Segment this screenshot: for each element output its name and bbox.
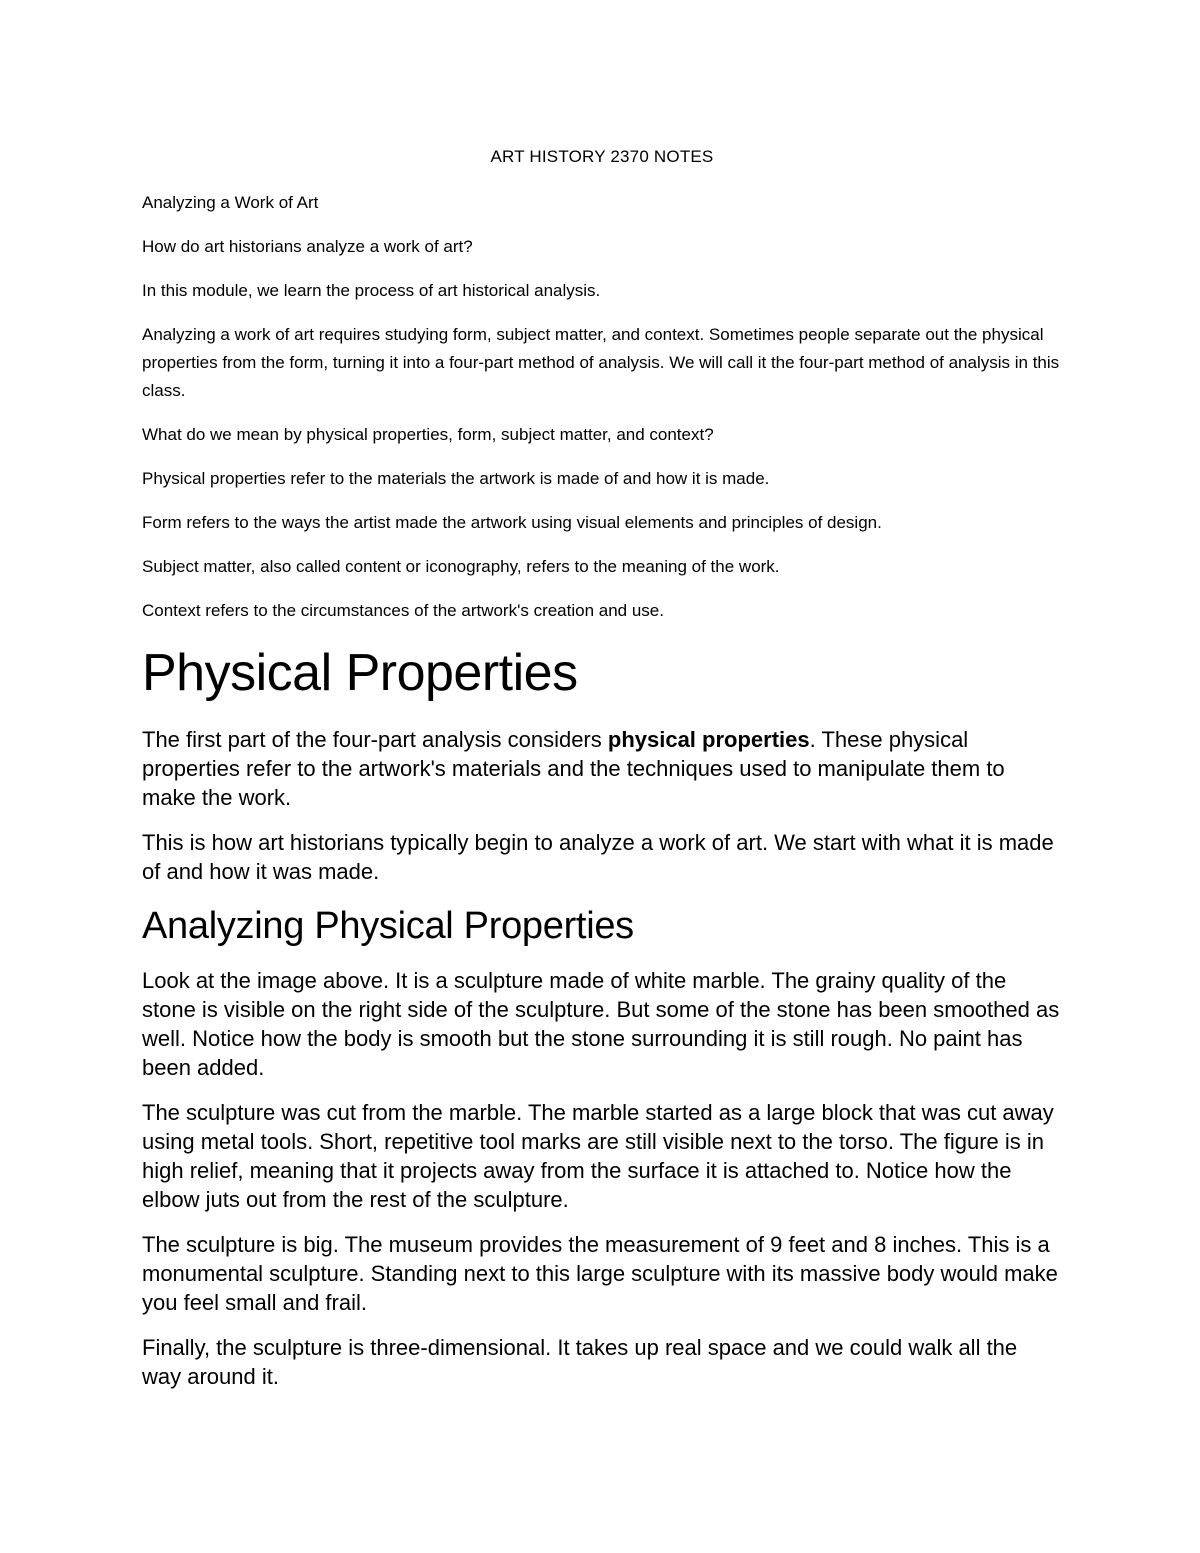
document-page: [142, 145, 1062, 1407]
document-title: ART HISTORY 2370 NOTES: [490, 147, 714, 166]
physical-properties-paragraph-1: [142, 725, 1062, 812]
intro-four-part-method: Analyzing a work of art requires studying form, subject matter, and context. Sometimes people separate out the physical properties from the form, turning it into a four-part method of analysis. We will call it the four-part method of analysis in this class.: [142, 325, 1060, 400]
paragraph-text: The first part of the four-part analysis considers: [142, 727, 608, 752]
definition-form: Form refers to the ways the artist made the artwork using visual elements and principles of design.: [142, 513, 882, 532]
analysis-paragraph-3: The sculpture is big. The museum provides the measurement of 9 feet and 8 inches. This is a monumental sculpture. Standing next to this large sculpture with its massive body would make you feel small and frail.: [142, 1232, 1058, 1315]
intro-definitions-question: What do we mean by physical properties, form, subject matter, and context?: [142, 425, 714, 444]
paragraph-text: . These physical properties refer to the artwork's materials and the techniques used to manipulate them to make the work.: [142, 727, 1005, 810]
definition-context: Context refers to the circumstances of the artwork's creation and use.: [142, 601, 664, 620]
analysis-paragraph-2: The sculpture was cut from the marble. The marble started as a large block that was cut away using metal tools. Short, repetitive tool marks are still visible next to the torso. The figure is in high relief, meaning that it projects away from the surface it is attached to. Notice how the elbow juts out from the rest of the sculpture.: [142, 1100, 1054, 1212]
definition-subject-matter: Subject matter, also called content or iconography, refers to the meaning of the work.: [142, 557, 780, 576]
section-heading-analyzing-physical-properties: Analyzing Physical Properties: [142, 905, 634, 947]
section-heading-physical-properties: Physical Properties: [142, 644, 578, 702]
intro-question: How do art historians analyze a work of art?: [142, 237, 473, 256]
bold-term: physical properties: [607, 727, 810, 752]
intro-heading: Analyzing a Work of Art: [142, 193, 319, 212]
physical-properties-paragraph-2: This is how art historians typically begin to analyze a work of art. We start with what it is made of and how it was made.: [142, 830, 1054, 884]
definition-physical-properties: Physical properties refer to the materials the artwork is made of and how it is made.: [142, 469, 770, 488]
analysis-paragraph-4: Finally, the sculpture is three-dimensional. It takes up real space and we could walk all the way around it.: [142, 1335, 1018, 1389]
analysis-paragraph-1: Look at the image above. It is a sculpture made of white marble. The grainy quality of the stone is visible on the right side of the sculpture. But some of the stone has been smoothed as well. Notice how the body is smooth but the stone surrounding it is still rough. No paint has been added.: [142, 968, 1060, 1080]
intro-module-statement: In this module, we learn the process of art historical analysis.: [142, 281, 601, 300]
